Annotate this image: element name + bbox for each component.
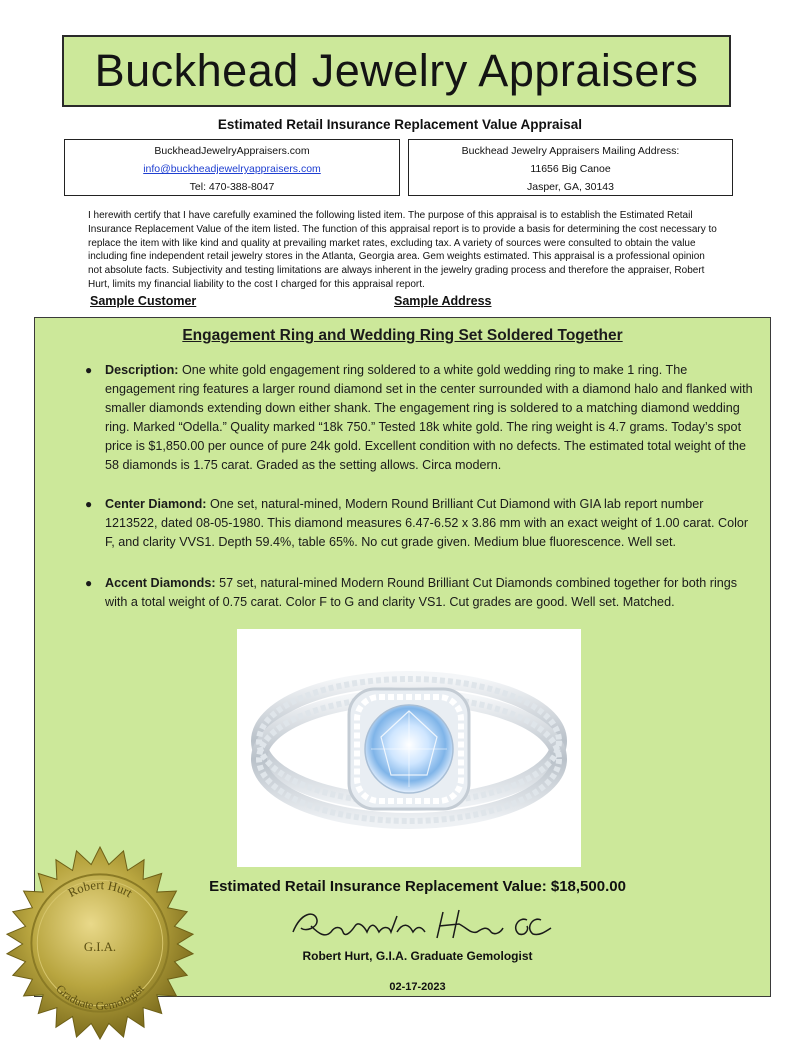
accent-diamonds-text: 57 set, natural-mined Modern Round Brilliant Cut Diamonds combined together for both rings with a total weight of 0.75 carat. Color F to G and clarity VS1. Cut grades are good. Well set. Matched. — [105, 576, 738, 609]
ring-photo — [237, 629, 581, 867]
mailing-address-box — [408, 139, 733, 196]
email-link[interactable]: info@buckheadjewelryappraisers.com — [143, 163, 321, 175]
customer-address: Sample Address — [394, 294, 492, 308]
seal-name: Robert Hurt — [65, 878, 135, 901]
website-text: BuckheadJewelryAppraisers.com — [154, 145, 310, 157]
appraisal-subtitle: Estimated Retail Insurance Replacement Value Appraisal — [217, 117, 583, 132]
gold-seal-icon — [2, 845, 198, 1041]
description-text: One white gold engagement ring soldered to a white gold wedding ring to make 1 ring. The engagement ring features a larger round diamond set in the center surrounded with a diamond halo and flanked with smaller diamonds extending down either shank. The engagement ring is soldered to a matching diamond wedding ring. Marked “Odella.” Quality marked “18k 750.” Tested 18k white gold. The ring weight is 4.7 grams. Today’s spot price is $1,850.00 per ounce of pure 24k gold. Excellent condition with no defects. The estimated total weight of the 58 diamonds is 1.75 carat. Graded as the setting allows. Circa modern. — [105, 363, 753, 472]
seal-title: Graduate Gemologist — [53, 982, 147, 1013]
certification-paragraph: I herewith certify that I have carefully examined the following listed item. The purpose of this appraisal is to establish the Estimated Retail Insurance Replacement Value of the item listed. The function of this appraisal report is to provide a basis for determining the cost necessary to replace the item with like kind and quality at prevailing market rates, excluding tax. A variety of sources were consulted to obtain the value including fine independent retail jewelry stores in the Atlanta, Georgia area. Gem weights estimated. This appraisal is a professional opinion not absolute facts. Subjectivity and testing limitations are always inherent in the jewelry grading process and therefore the appraiser, Robert Hurt, limits my financial liability to the cost I charged for this appraisal report. — [88, 210, 717, 290]
appraisal-date: 02-17-2023 — [389, 981, 446, 993]
signature-image — [271, 898, 571, 948]
accent-diamonds-label: Accent Diamonds: — [105, 576, 216, 590]
bullet-dot-icon: ● — [85, 363, 93, 377]
ring-illustration — [237, 629, 581, 867]
signer-name: Robert Hurt, G.I.A. Graduate Gemologist — [302, 949, 533, 963]
contact-box — [64, 139, 400, 196]
phone-text: Tel: 470-388-8047 — [189, 181, 275, 193]
bullet-dot-icon: ● — [85, 497, 93, 511]
company-title: Buckhead Jewelry Appraisers — [94, 45, 699, 96]
seal-gia: G.I.A. — [83, 939, 117, 954]
center-diamond-label: Center Diamond: — [105, 497, 207, 511]
bullet-dot-icon: ● — [85, 576, 93, 590]
item-title: Engagement Ring and Wedding Ring Set Soldered Together — [182, 327, 623, 344]
valuation-amount: $18,500.00 — [550, 878, 626, 895]
accent-diamonds-item — [85, 574, 755, 612]
mailing-city: Jasper, GA, 30143 — [527, 181, 614, 193]
valuation-label: Estimated Retail Insurance Replacement Value: — [209, 878, 547, 895]
mailing-street: 11656 Big Canoe — [530, 163, 611, 175]
center-diamond-item — [85, 495, 755, 552]
header-banner — [62, 35, 731, 107]
center-diamond-text: One set, natural-mined, Modern Round Brilliant Cut Diamond with GIA lab report number 1213522, dated 08-05-1980. This diamond measures 6.47-6.52 x 3.86 mm with an exact weight of 1.00 carat. Color F, and clarity VVS1. Depth 59.4%, table 65%. No cut grade given. Medium blue fluorescence. Well set. — [105, 497, 749, 549]
customer-name: Sample Customer — [90, 294, 197, 308]
description-label: Description: — [105, 363, 179, 377]
description-item — [85, 361, 755, 475]
mailing-label: Buckhead Jewelry Appraisers Mailing Address: — [461, 145, 680, 157]
